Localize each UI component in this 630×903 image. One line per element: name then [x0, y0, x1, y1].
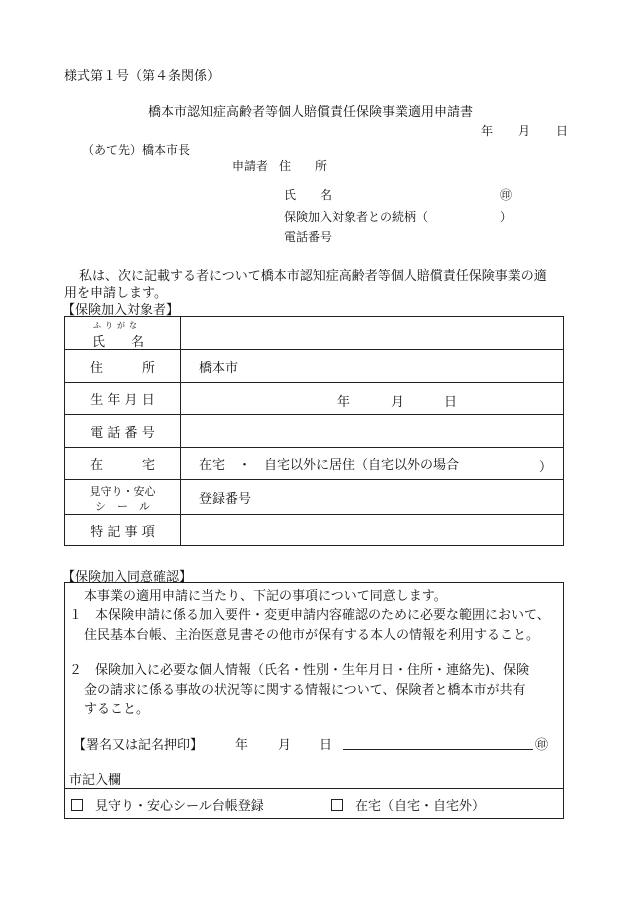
birthdate-label: 生 年 月 日: [90, 393, 155, 408]
consent-item2-line1: ２ 保険加入に必要な個人情報（氏名・性別・生年月日・住所・連絡先)、保険: [69, 663, 530, 678]
residence-close-paren: ）: [539, 460, 553, 475]
checkbox-residence[interactable]: [331, 795, 485, 814]
table-row-seal: [65, 480, 563, 515]
table-row-remarks: [65, 515, 563, 545]
signature-line: [343, 749, 533, 750]
table-row-name: [65, 317, 563, 350]
consent-box: [64, 582, 564, 819]
form-title: 橋本市認知症高齢者等個人賠償責任保険事業適用申請書: [148, 105, 474, 120]
city-use-divider: [65, 788, 563, 789]
name-label: 氏 名: [92, 335, 145, 350]
signature-seal-mark: ㊞: [535, 738, 549, 753]
intro-line-2: 用を申請します。: [64, 286, 167, 301]
target-person-table: [64, 316, 564, 546]
seal-label-line-1: 見守り・安心: [89, 485, 156, 498]
applicant-address-label: 住 所: [279, 159, 328, 173]
section2-heading: 【保険加入同意確認】: [62, 570, 193, 585]
date-month-label: 月: [518, 124, 531, 138]
checkbox-seal-registration-label: 見守り・安心シール台帳登録: [95, 799, 264, 814]
address-label: 住 所: [89, 360, 155, 376]
checkbox-residence-label: 在宅（自宅・自宅外）: [355, 799, 486, 814]
applicant-name-label: 氏 名: [284, 188, 333, 202]
consent-item1-line2: 住民基本台帳、主治医意見書その他市が保有する本人の情報を利用すること。: [84, 628, 540, 643]
consent-intro: 本事業の適用申請に当たり、下記の事項について同意します。: [84, 589, 447, 604]
table-row-residence: [65, 448, 563, 480]
applicant-label: 申請者: [232, 159, 269, 173]
table-row-phone: [65, 415, 563, 448]
residence-value: 在宅 ・ 自宅以外に居住（自宅以外の場合: [199, 458, 460, 473]
checkbox-icon[interactable]: [331, 799, 343, 811]
table-row-birthdate: [65, 383, 563, 415]
signature-month-label: 月: [278, 738, 292, 753]
applicant-relation-label: 保険加入対象者との続柄（ ）: [284, 210, 513, 224]
seal-label-line-2: シ ー ル: [95, 500, 150, 513]
applicant-seal-mark: ㊞: [500, 188, 513, 202]
birth-day-label: 日: [444, 395, 458, 410]
intro-line-1: 私は、次に記載する者について橋本市認知症高齢者等個人賠償責任保険事業の適: [79, 269, 547, 284]
consent-item2-line3: すること。: [84, 702, 150, 717]
form-number: 様式第１号（第４条関係）: [64, 69, 221, 84]
addressee: （あて先）橋本市長: [82, 143, 191, 157]
signature-day-label: 日: [319, 738, 333, 753]
furigana-label: ふりがな: [93, 321, 141, 330]
table-row-address: [65, 350, 563, 383]
seal-registration-value: 登録番号: [199, 491, 252, 507]
applicant-phone-label: 電話番号: [284, 230, 333, 244]
checkbox-seal-registration[interactable]: [71, 795, 264, 814]
section1-heading: 【保険加入対象者】: [62, 303, 180, 318]
city-use-label: 市記入欄: [69, 773, 122, 788]
phone-label: 電 話 番 号: [90, 425, 155, 441]
birth-month-label: 月: [391, 395, 405, 410]
birth-year-label: 年: [337, 395, 351, 410]
residence-label: 在 宅: [89, 458, 155, 473]
checkbox-icon[interactable]: [71, 799, 83, 811]
consent-item1-line1: １ 本保険申請に係る加入要件・変更申請内容確認のために必要な範囲において、: [69, 608, 550, 623]
consent-item2-line2: 金の請求に係る事故の状況等に関する情報について、保険者と橋本市が共有: [84, 683, 526, 698]
address-value: 橋本市: [199, 360, 239, 376]
remarks-label: 特 記 事 項: [90, 524, 155, 540]
signature-year-label: 年: [235, 738, 249, 753]
signature-label: 【署名又は記名押印】: [73, 738, 204, 753]
date-year-label: 年: [481, 124, 494, 138]
date-day-label: 日: [556, 124, 569, 138]
